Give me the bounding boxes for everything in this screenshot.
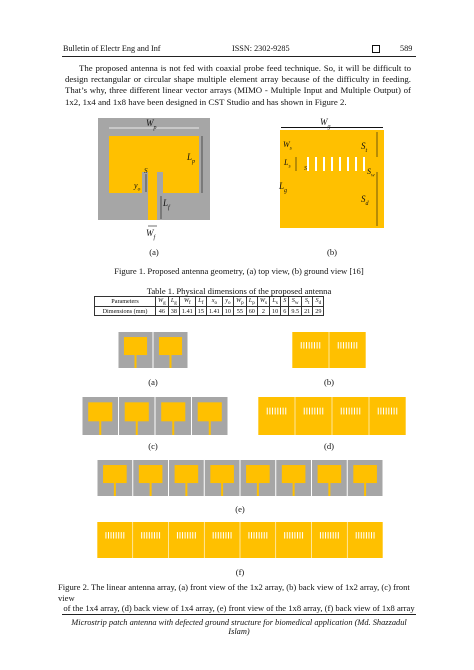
dgs-slot [359,408,360,415]
figure1-sub-a: (a) [149,247,159,257]
dgs-slot [394,408,395,415]
dgs-slot [215,532,216,538]
table-cell: $S_d$ [313,297,324,307]
table-cell: $L_g$ [168,297,179,307]
dgs-slot [297,532,298,538]
dgs-slot [220,532,221,538]
dgs-slot [333,532,334,538]
table-cell: 55 [233,307,246,316]
dgs-slot [289,532,290,538]
dgs-slot [363,532,364,538]
dgs-slot [302,532,303,538]
dgs-slot [123,532,124,538]
dgs-slot [264,532,265,538]
dgs-slot [300,532,301,538]
feed-line [293,481,295,496]
ground-element [205,522,240,558]
table-row-header: Parameters [95,297,156,307]
dgs-slot [304,408,305,415]
label-s-b: S [304,166,307,172]
table-cell: $W_s$ [257,297,269,307]
label-sd: $S_d$ [361,194,369,207]
dgs-slot [368,532,369,538]
ground-element [133,522,168,558]
array-1x4-front [82,397,228,435]
dgs-slot [285,408,286,415]
dgs-slot [349,408,350,415]
dgs-slot [309,342,310,348]
feed-line [185,481,187,496]
journal-name: Bulletin of Electr Eng and Inf [63,44,161,53]
table-cell: $L_p$ [246,297,257,307]
feed-line [136,419,138,435]
table-cell: 46 [156,307,169,316]
label-yo: $y_o$ [134,181,141,193]
dgs-slot [218,532,219,538]
patch-element [88,402,112,421]
dgs-slot [356,342,357,348]
dgs-slot [343,408,344,415]
figure2-sub-f: (f) [235,567,245,577]
dgs-slot [303,342,304,348]
dgs-slot [343,342,344,348]
dgs-slot [361,532,362,538]
dgs-slot [335,532,336,538]
dgs-slot [354,408,355,415]
ground-element [240,522,275,558]
dgs-slot [267,408,268,415]
issn: ISSN: 2302-9285 [232,44,290,53]
table-cell: 1.41 [179,307,195,316]
patch-element [139,465,163,483]
inset-slot-left [142,172,148,193]
dgs-slot [254,532,255,538]
table-cell: 60 [246,307,257,316]
table-row-parameters [95,297,324,307]
label-wp: $W_p$ [146,118,157,131]
dgs-slot [312,408,313,415]
dgs-slot [380,408,381,415]
dgs-slot [351,408,352,415]
dgs-slot [269,408,270,415]
label-ws: $W_s$ [283,140,292,152]
figure2-caption-line1: Figure 2. The linear antenna array, (a) front view of the 1x2 array, (b) back view of 1x2 array, (c) front view [58,582,410,603]
dgs-slot [275,408,276,415]
table-cell: 2 [257,307,269,316]
array-1x2-front [118,332,188,368]
array-1x8-back [97,522,383,558]
dgs-slot [391,408,392,415]
patch-element [161,402,185,421]
label-lp: $L_p$ [187,152,196,165]
table-cell: 29 [313,307,324,316]
label-lf: $L_f$ [163,198,170,211]
label-ls: $L_s$ [284,158,291,170]
table-cell: 6 [281,307,289,316]
figure2-sub-b: (b) [323,377,335,387]
dgs-slot [223,532,224,538]
label-lg: $L_g$ [279,181,288,194]
dgs-slot [351,342,352,348]
dgs-slot [277,408,278,415]
dgs-slot [251,532,252,538]
table-cell: $x_o$ [206,297,222,307]
ground-element [276,522,311,558]
dgs-slot [346,342,347,348]
label-st: $S_t$ [361,141,368,154]
feed-line [148,172,157,220]
dgs-slot [396,408,397,415]
patch-element [210,465,234,483]
table-cell: $L_s$ [270,297,281,307]
dgs-slot [261,532,262,538]
dgs-slot [319,342,320,348]
feed-line [114,481,116,496]
dgs-slot [354,342,355,348]
header-rule [62,56,416,57]
dgs-slot [113,532,114,538]
table-cell: 21 [302,307,313,316]
dgs-slot [118,532,119,538]
dgs-slot [386,408,387,415]
dgs-slot [272,408,273,415]
page-number: 589 [400,44,413,53]
inset-slot-right [157,172,163,193]
patch-element [175,465,199,483]
array-1x2-back [292,332,366,368]
dgs-slot [213,532,214,538]
dgs-slot [294,532,295,538]
dgs-slot [259,532,260,538]
label-wg: $W_g$ [320,117,331,130]
dimensions-table [94,296,324,316]
figure2-caption-line2: of the 1x4 array, (d) back view of 1x4 array, (e) front view of the 1x8 array, (f) back view of 1x8 array [63,603,415,614]
figure1-ground-view [280,130,384,228]
dgs-slot [280,408,281,415]
footer-rule [62,614,416,615]
table-cell: 9.5 [289,307,302,316]
figure2-sub-a: (a) [148,377,158,387]
feed-line [170,353,172,368]
table-cell: 1.41 [206,307,222,316]
dgs-slot [388,408,389,415]
figure2-sub-d: (d) [323,441,335,451]
dgs-slot [284,532,285,538]
dgs-slot [149,532,150,538]
feed-line [364,481,366,496]
dgs-slot [146,532,147,538]
ground-element [295,397,331,435]
dgs-slot [228,532,229,538]
feed-line [150,481,152,496]
dgs-slot [338,342,339,348]
figure2-caption [58,582,420,614]
table-cell: S [281,297,289,307]
ground-element [332,397,368,435]
table1-caption: Table 1. Physical dimensions of the proposed antenna [146,286,332,296]
dgs-slot [309,408,310,415]
ground-element [348,522,383,558]
dgs-slot [348,342,349,348]
dgs-slot [328,532,329,538]
dgs-slot [121,532,122,538]
ground-plane [280,130,384,228]
dgs-slot [111,532,112,538]
dgs-slot [195,532,196,538]
dgs-slot [144,532,145,538]
dgs-slot [154,532,155,538]
feed-line [221,481,223,496]
table-cell: $W_f$ [179,297,195,307]
intro-paragraph: The proposed antenna is not fed with coaxial probe feed technique. So, it will be difficult to design rectangular or circular shape multiple element array because of the difficulty in feeding. That’s why, three different linear vector arrays (MIMO - Multiple Input and Multiple Output) of 1x2, 1x4 and 1x8 have been designed in CST Studio and has shown in Figure 2. [65,63,411,107]
table-row-dimensions [95,307,324,316]
figure1-caption: Figure 1. Proposed antenna geometry, (a) top view, (b) ground view [16] [114,266,364,276]
ground-element [292,332,328,368]
dgs-slot [157,532,158,538]
dgs-slot [306,408,307,415]
dgs-slot [358,532,359,538]
table-cell: $W_g$ [156,297,169,307]
table-cell: 38 [168,307,179,316]
dgs-slot [108,532,109,538]
patch-element [198,402,222,421]
dgs-slot [346,408,347,415]
dgs-slot [338,532,339,538]
dgs-slot [306,342,307,348]
dgs-slot [266,532,267,538]
dgs-slot [301,342,302,348]
table-cell: $L_f$ [195,297,206,307]
dgs-slot [317,408,318,415]
patch-element [353,465,377,483]
dgs-slot [179,532,180,538]
dgs-slot [325,532,326,538]
dgs-slot [371,532,372,538]
dgs-slot [185,532,186,538]
label-s: S [144,167,148,175]
dgs-slot [159,532,160,538]
ground-element [329,332,365,368]
dgs-slot [357,408,358,415]
patch-element [103,465,127,483]
patch-element [282,465,306,483]
dgs-slot [330,532,331,538]
feed-line [257,481,259,496]
dgs-slot [320,408,321,415]
dgs-slot [105,532,106,538]
dgs-slot [320,532,321,538]
figure2-sub-e: (e) [235,504,245,514]
dgs-slot [374,532,375,538]
dgs-slot [187,532,188,538]
array-1x4-back [258,397,406,435]
dgs-slot [248,532,249,538]
dgs-slot [314,408,315,415]
dgs-slot [225,532,226,538]
dgs-slot [378,408,379,415]
patch-element [125,402,149,421]
dgs-slot [322,532,323,538]
dgs-slot [366,532,367,538]
feed-line [328,481,330,496]
feed-line [135,353,137,368]
ground-element [369,397,405,435]
dgs-slot [341,408,342,415]
table-cell: $y_o$ [222,297,233,307]
wg-dimension [281,127,383,128]
dgs-slot [182,532,183,538]
array-1x8-front [97,460,383,496]
footer-text: Microstrip patch antenna with defected ground structure for biomedical application (Md. Shazzadul Islam) [71,618,407,636]
figure1-top-view [98,118,210,242]
dgs-slot [231,532,232,538]
feed-line [99,419,101,435]
ground-element [97,522,132,558]
dgs-slot [314,342,315,348]
figure1-sub-b: (b) [326,247,338,257]
dgs-slot [256,532,257,538]
table-cell: $S_w$ [289,297,302,307]
table-cell: 15 [195,307,206,316]
dgs-slot [317,342,318,348]
dgs-slot [177,532,178,538]
feed-line [209,419,211,435]
table-cell: 10 [270,307,281,316]
feed-line [172,419,174,435]
dgs-slot [116,532,117,538]
label-sw: $S_w$ [367,167,375,179]
figure2-sub-c: (c) [148,441,158,451]
dgs-slot [192,532,193,538]
dgs-slot [311,342,312,348]
patch-element [318,465,342,483]
table-cell: 10 [222,307,233,316]
patch-element [246,465,270,483]
dgs-slot [292,532,293,538]
dgs-slot [356,532,357,538]
patch-element [159,337,182,355]
label-wf: $W_f$ [146,228,156,241]
ground-element [169,522,204,558]
ground-element [258,397,294,435]
table-cell: $W_p$ [233,297,246,307]
dgs-slot [340,342,341,348]
dgs-slot [287,532,288,538]
table-cell: $S_t$ [302,297,313,307]
dgs-slot [190,532,191,538]
dgs-slot [283,408,284,415]
dgs-slot [141,532,142,538]
dgs-slot [383,408,384,415]
square-icon [372,45,380,53]
ground-element [312,522,347,558]
dgs-slot [322,408,323,415]
table-row-header: Dimensions (mm) [95,307,156,316]
patch-element [124,337,147,355]
dgs-slot [151,532,152,538]
